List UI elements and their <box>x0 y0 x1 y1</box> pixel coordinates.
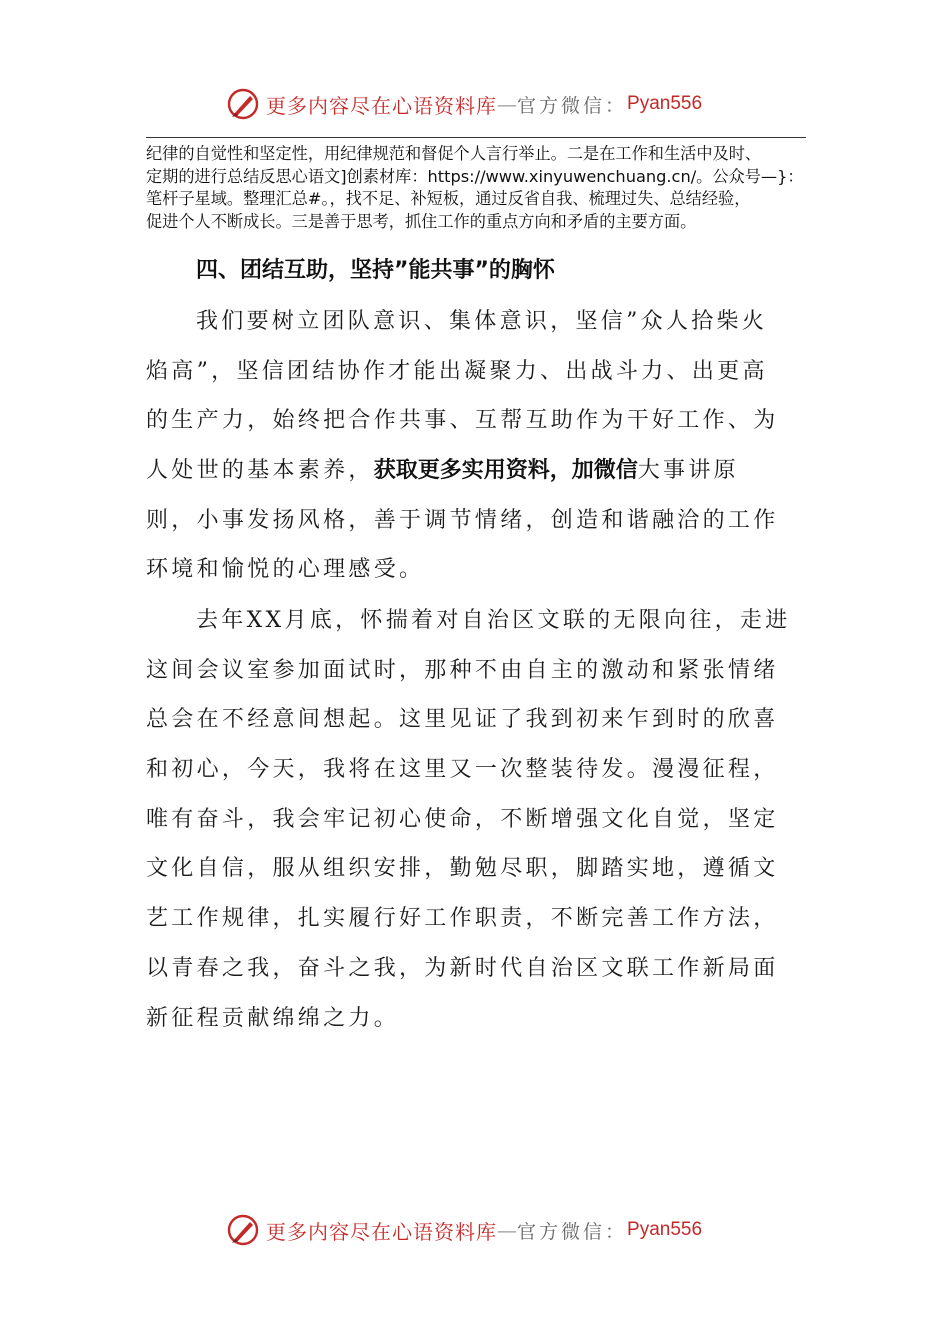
small-text-line: 定期的进行总结反思心语文]创素材库：https://www.xinyuwenchuang.cn/。公众号—}： <box>146 166 804 186</box>
body-line-with-promo <box>146 446 846 496</box>
banner-separator: — <box>497 92 517 116</box>
header-banner <box>0 84 950 124</box>
footer-banner <box>0 1210 950 1250</box>
pen-circle-logo-icon <box>226 87 260 121</box>
body-line: 新征程贡献绵绵之力。 <box>146 1005 400 1031</box>
banner-separator: — <box>497 1218 517 1242</box>
body-line: 这间会议室参加面试时，那种不由自主的激动和紧张情绪 <box>146 657 779 683</box>
body-text-segment: 人处世的基本素养， <box>146 458 374 484</box>
small-text-line: 纪律的自觉性和坚定性，用纪律规范和督促个人言行举止。二是在工作和生活中及时、 <box>146 144 762 163</box>
header-divider <box>146 137 806 138</box>
small-text-line: 笔杆子星域。整理汇总#。，找不足、补短板，通过反省自我、梳理过失、总结经验， <box>146 189 751 209</box>
banner-title: 更多内容尽在心语资料库 <box>266 93 497 118</box>
section-heading: 四、团结互助，坚持”能共事”的胸怀 <box>196 258 555 283</box>
body-line: 则，小事发扬风格，善于调节情绪，创造和谐融洽的工作 <box>146 507 779 533</box>
body-line: 总会在不经意间想起。这里见证了我到初来乍到时的欣喜 <box>146 707 779 733</box>
body-line: 文化自信，服从组织安排，勤勉尽职，脚踏实地，遵循文 <box>146 856 779 882</box>
banner-wechat-id: Pyan556 <box>627 1219 703 1240</box>
banner-wechat-label: 官方微信： <box>517 1220 628 1243</box>
body-line: 唯有奋斗，我会牢记初心使命，不断增强文化自觉，坚定 <box>146 806 779 832</box>
banner-wechat-id: Pyan556 <box>627 93 703 114</box>
pen-circle-logo-icon <box>226 1213 260 1247</box>
body-line: 焰高”，坚信团结协作才能出凝聚力、出战斗力、出更高 <box>146 358 768 384</box>
body-line: 我们要树立团队意识、集体意识，坚信”众人拾柴火 <box>196 309 768 334</box>
body-line: 的生产力，始终把合作共事、互帮互助作为干好工作、为 <box>146 408 779 434</box>
banner-title: 更多内容尽在心语资料库 <box>266 1219 497 1244</box>
small-text-line: 促进个人不断成长。三是善于思考，抓住工作的重点方向和矛盾的主要方面。 <box>146 212 697 232</box>
body-line: 和初心，今天，我将在这里又一次整装待发。漫漫征程， <box>146 757 779 783</box>
body-line: 去年XX月底，怀揣着对自治区文联的无限向往，走进 <box>196 608 791 633</box>
body-line: 艺工作规律，扎实履行好工作职责，不断完善工作方法， <box>146 906 779 932</box>
small-text-paragraph <box>146 143 826 234</box>
banner-content <box>226 1210 702 1250</box>
body-paragraph-1 <box>146 297 846 595</box>
banner-wechat-label: 官方微信： <box>517 94 628 117</box>
body-text-segment: 大事讲原 <box>637 458 739 484</box>
body-line: 以青春之我，奋斗之我，为新时代自治区文联工作新局面 <box>146 955 779 981</box>
banner-content <box>226 84 702 124</box>
body-line: 环境和愉悦的心理感受。 <box>146 557 425 583</box>
body-paragraph-2 <box>146 596 846 1043</box>
promo-inline-text: 获取更多实用资料，加微信 <box>373 458 638 484</box>
